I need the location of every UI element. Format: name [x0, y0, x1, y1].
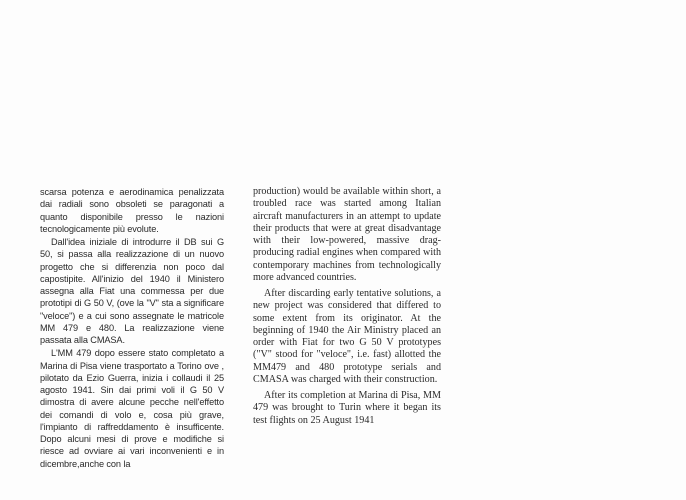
- italian-paragraph-1: scarsa potenza e aerodinamica penalizzata dai radiali sono obsoleti se paragonati a quanto disponibile presso le nazioni tecnologicamente più evolute.: [40, 187, 224, 234]
- italian-text-column: [40, 186, 224, 470]
- english-text-column: [253, 186, 441, 427]
- english-paragraph-3: After its completion at Marina di Pisa, MM 479 was brought to Turin where it began its test flights on 25 August 1941: [253, 390, 441, 426]
- italian-paragraph-3: L'MM 479 dopo essere stato completato a Marina di Pisa viene trasportato a Torino ove , pilotato da Ezio Guerra, inizia i collaudi il 25 agosto 1941. Sin dai primi voli il G 50 V dimostra di avere alcune pecche nell'effetto dei comandi di volo e, cosa più grave, l'impianto di raffreddamento è insufficente. Dopo alcuni mesi di prove e modifiche si riesce ad ovviare ai vari inconvenienti e in dicembre,anche con la: [40, 348, 224, 469]
- italian-paragraph-2: Dall'idea iniziale di introdurre il DB sui G 50, si passa alla realizzazione di un nuovo progetto che si differenzia non poco dal capostipite. All'inizio del 1940 il Ministero assegna alla Fiat una commessa per due prototipi di G 50 V, (ove la "V" sta a significare "veloce") e a cui sono assegnate le matricole MM 479 e 480. La realizzazione viene passata alla CMASA.: [40, 237, 224, 345]
- english-paragraph-1: production) would be available within short, a troubled race was started among Italian aircraft manufacturers in an attempt to update their products that were at great disadvantage with their low-powered, massive drag-producing radial engines when compared with contemporary machines from technologically more advanced countries.: [253, 186, 441, 283]
- english-paragraph-2: After discarding early tentative solutions, a new project was considered that differed to some extent from its originator. At the beginning of 1940 the Air Ministry placed an order with Fiat for two G 50 V prototypes ("V" stood for "veloce", i.e. fast) allotted the MM479 and 480 prototype serials and CMASA was charged with their construction.: [253, 288, 441, 385]
